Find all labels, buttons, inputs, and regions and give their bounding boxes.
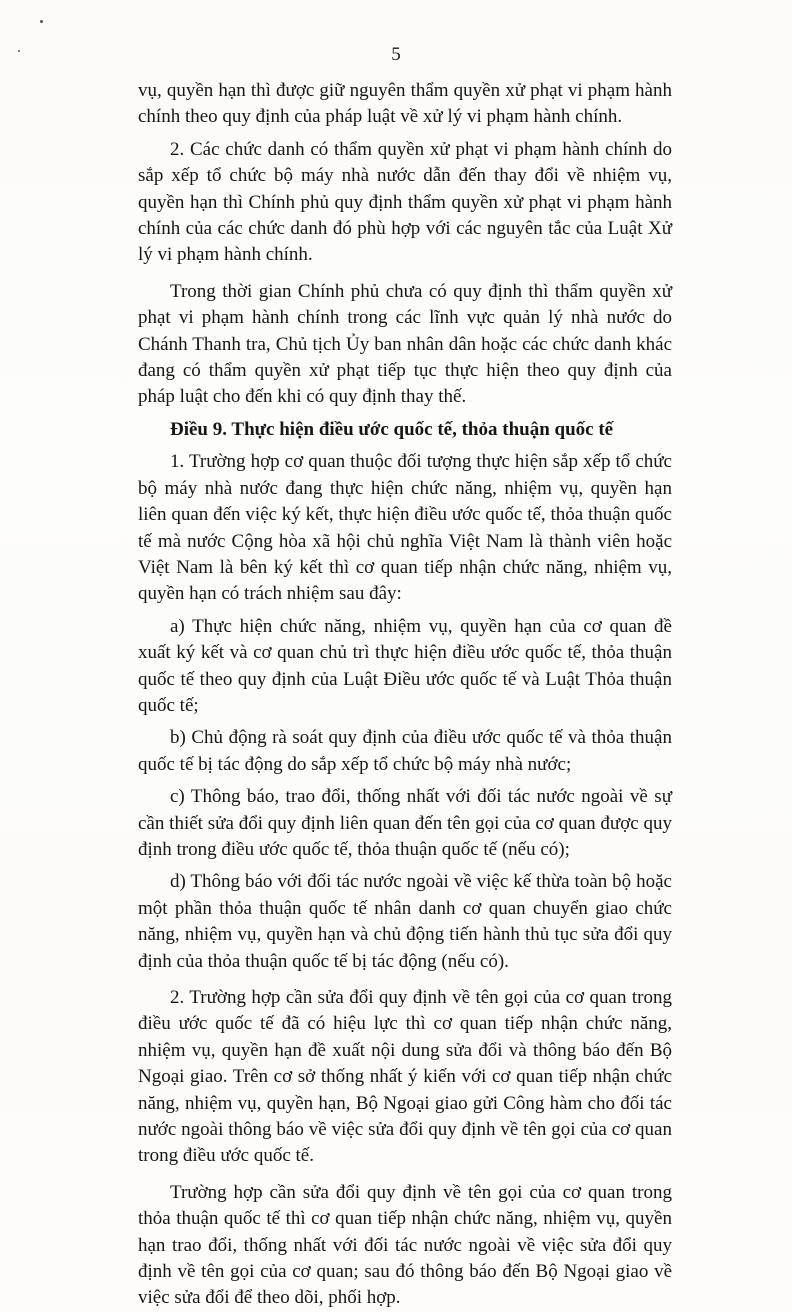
list-item: a) Thực hiện chức năng, nhiệm vụ, quyền hạn của cơ quan đề xuất ký kết và cơ quan chủ trì thực hiện điều ước quốc tế, thỏa thuận quốc tế theo quy định của Luật Điều ước quốc tế và Luật Thỏa thuận quốc tế; — [138, 615, 672, 716]
list-item: d) Thông báo với đối tác nước ngoài về việc kế thừa toàn bộ hoặc một phần thỏa thuận quốc tế nhân danh cơ quan chuyển giao chức năng, nhiệm vụ, quyền hạn và chủ động tiến hành thủ tục sửa đổi quy định của thỏa thuận quốc tế bị tác động (nếu có). — [138, 871, 672, 972]
list-item: c) Thông báo, trao đổi, thống nhất với đối tác nước ngoài về sự cần thiết sửa đổi quy định liên quan đến tên gọi của cơ quan được quy định trong điều ước quốc tế, thỏa thuận quốc tế (nếu có); — [138, 786, 672, 860]
document-body — [138, 78, 672, 1312]
scan-speck — [40, 20, 43, 23]
page-number: 5 — [391, 44, 401, 65]
paragraph: 2. Các chức danh có thẩm quyền xử phạt vi phạm hành chính do sắp xếp tổ chức bộ máy nhà nước dẫn đến thay đổi về nhiệm vụ, quyền hạn thì Chính phủ quy định thẩm quyền xử phạt vi phạm hành chính của các chức danh đó phù hợp với các nguyên tắc của Luật Xử lý vi phạm hành chính. — [138, 138, 672, 266]
paragraph: 1. Trường hợp cơ quan thuộc đối tượng thực hiện sắp xếp tổ chức bộ máy nhà nước đang thực hiện chức năng, nhiệm vụ, quyền hạn liên quan đến việc ký kết, thực hiện điều ước quốc tế, thỏa thuận quốc tế mà nước Cộng hòa xã hội chủ nghĩa Việt Nam là thành viên hoặc Việt Nam là bên ký kết thì cơ quan tiếp nhận chức năng, nhiệm vụ, quyền hạn có trách nhiệm sau đây: — [138, 451, 672, 605]
list-item: b) Chủ động rà soát quy định của điều ước quốc tế và thỏa thuận quốc tế bị tác động do sắp xếp tổ chức bộ máy nhà nước; — [138, 727, 672, 775]
paragraph: vụ, quyền hạn thì được giữ nguyên thẩm quyền xử phạt vi phạm hành chính theo quy định của pháp luật về xử lý vi phạm hành chính. — [138, 80, 672, 128]
paragraph: Trường hợp cần sửa đổi quy định về tên gọi của cơ quan trong thỏa thuận quốc tế thì cơ quan tiếp nhận chức năng, nhiệm vụ, quyền hạn trao đổi, thống nhất với đối tác nước ngoài về việc sửa đổi quy định về tên gọi của cơ quan; sau đó thông báo đến Bộ Ngoại giao về việc sửa đổi để theo dõi, phối hợp. — [138, 1181, 672, 1309]
paragraph: Trong thời gian Chính phủ chưa có quy định thì thẩm quyền xử phạt vi phạm hành chính trong các lĩnh vực quản lý nhà nước do Chánh Thanh tra, Chủ tịch Ủy ban nhân dân hoặc các chức danh khác đang có thẩm quyền xử phạt tiếp tục thực hiện theo quy định của pháp luật cho đến khi có quy định thay thế. — [138, 280, 672, 408]
paragraph: 2. Trường hợp cần sửa đổi quy định về tên gọi của cơ quan trong điều ước quốc tế đã có hiệu lực thì cơ quan tiếp nhận chức năng, nhiệm vụ, quyền hạn đề xuất nội dung sửa đổi và thông báo đến Bộ Ngoại giao. Trên cơ sở thống nhất ý kiến với cơ quan tiếp nhận chức năng, nhiệm vụ, quyền hạn, Bộ Ngoại giao gửi Công hàm cho đối tác nước ngoài thông báo về việc sửa đổi quy định về tên gọi của cơ quan trong điều ước quốc tế. — [138, 987, 672, 1167]
article-heading: Điều 9. Thực hiện điều ước quốc tế, thỏa thuận quốc tế — [170, 418, 614, 440]
